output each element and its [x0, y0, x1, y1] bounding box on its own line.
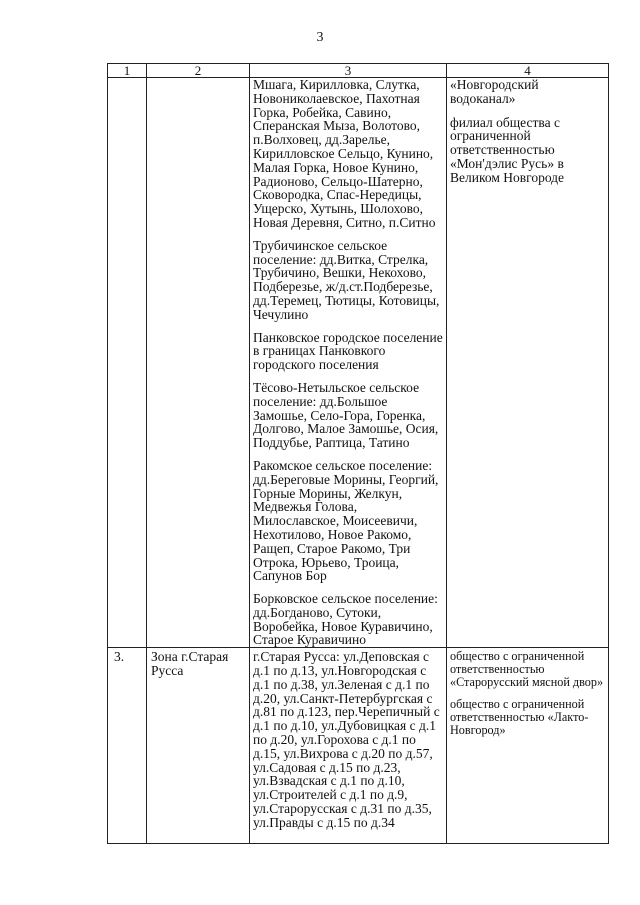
column-header-4: 4 [447, 64, 609, 78]
area-paragraph: Ракомское сельское поселение: дд.Береговые Морины, Георгий, Горные Морины, Желкун, Медвежья Голова, Милославское, Моисеевичи, Нехотилово, Новое Ракомо, Ращеп, Старое Ракомо, Три Отрока, Юрьево, Троица, Сапунов Бор [253, 457, 439, 584]
table-row [108, 78, 609, 648]
areas-cell [250, 648, 447, 844]
zones-table [107, 63, 609, 844]
zone-cell: Зона г.Старая Русса [147, 648, 250, 844]
zone-cell [147, 78, 250, 648]
area-paragraph: Панковское городское поселение в границах Панковкого городского поселения [253, 329, 443, 373]
column-header-1: 1 [108, 64, 147, 78]
row-number-cell [108, 78, 147, 648]
area-paragraph: Тёсово-Нетыльское сельское поселение: дд.Большое Замошье, Село-Гора, Горенка, Долгово, Малое Замошье, Осия, Поддубье, Раптица, Татино [253, 379, 439, 451]
column-header-3: 3 [250, 64, 447, 78]
organization-name: общество с ограниченной ответственностью «Старорусский мясной двор» [450, 649, 604, 690]
table-row [108, 648, 609, 844]
organization-name: общество с ограниченной ответственностью «Лакто-Новгород» [450, 697, 589, 738]
areas-cell [250, 78, 447, 648]
area-paragraph: Трубичинское сельское поселение: дд.Витка, Стрелка, Трубичино, Вешки, Некохово, Подберезье, ж/д.ст.Подберезье, дд.Теремец, Тютицы, Котовицы, Чечулино [253, 237, 440, 322]
area-paragraph: Борковское сельское поселение: дд.Богданово, Сутоки, Воробейка, Новое Куравичино, Старое Куравичино [253, 591, 438, 648]
organizations-cell [447, 648, 609, 844]
column-header-2: 2 [147, 64, 250, 78]
organization-name: «Новгородский водоканал» [450, 77, 539, 106]
organizations-cell [447, 78, 609, 648]
row-number-cell: 3. [108, 648, 147, 844]
page-number: 3 [316, 30, 324, 45]
table-header-row [108, 64, 609, 78]
area-paragraph: г.Старая Русса: ул.Деповская с д.1 по д.13, ул.Новгородская с д.1 по д.38, ул.Зеленая с д.1 по д.20, ул.Санкт-Петербургская с д.81 по д.123, пер.Черепичный с д.1 по д.10, ул.Дубовицкая с д.1 по д.20, ул.Горохова с д.1 по д.15, ул.Вихрова с д.20 по д.57, ул.Садовая с д.15 по д.23, ул.Взвадская с д.1 по д.10, ул.Строителей с д.1 по д.9, ул.Старорусская с д.31 по д.35, ул.Правды с д.15 по д.34 [253, 649, 440, 830]
area-paragraph: Мшага, Кирилловка, Слутка, Новониколаевское, Пахотная Горка, Робейка, Савино, Сперанская Мыза, Волотово, п.Волховец, дд.Зарелье, Кирилловское Сельцо, Кунино, Малая Горка, Новое Кунино, Радионово, Сельцо-Шатерно, Сковородка, Спас-Нередицы, Ущерско, Хутынь, Шолохово, Новая Деревня, Ситно, п.Ситно [253, 77, 436, 230]
organization-name: филиал общества с ограниченной ответственностью «Мон'дэлис Русь» в Великом Новгороде [450, 114, 565, 185]
